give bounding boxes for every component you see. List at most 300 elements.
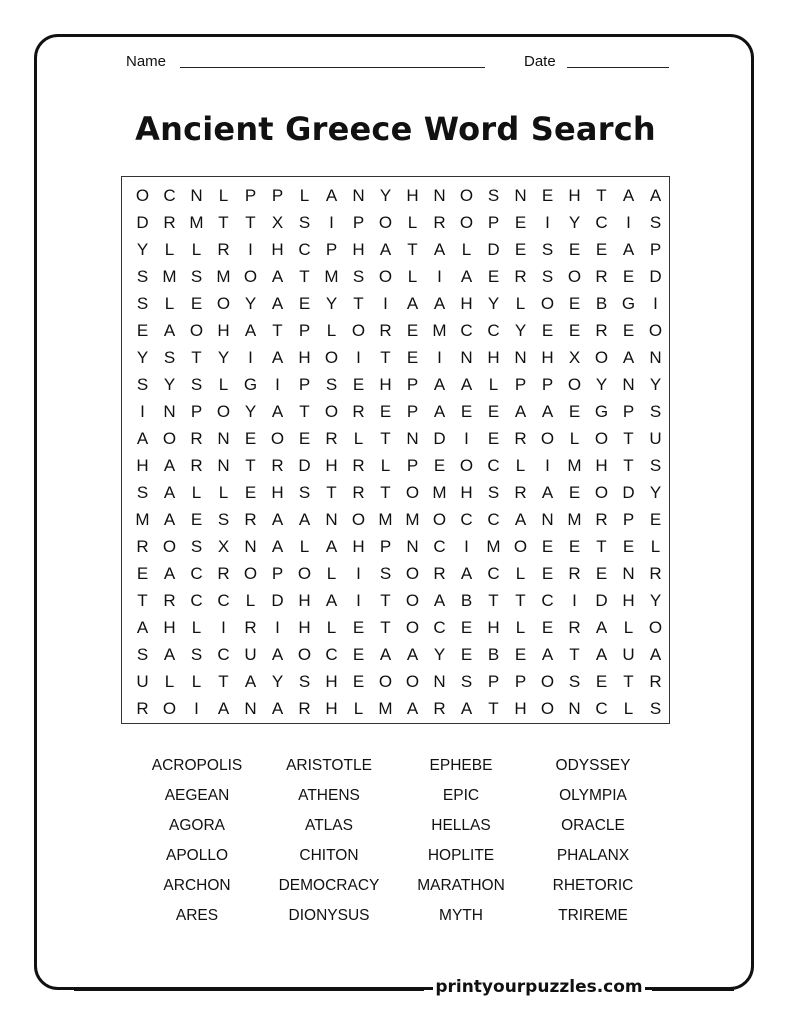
grid-letter: S	[190, 375, 203, 394]
grid-letter: H	[460, 483, 473, 502]
grid-letter: I	[545, 456, 550, 475]
grid-letter: E	[541, 321, 554, 340]
grid-letter: D	[622, 483, 635, 502]
grid-letter: L	[191, 672, 202, 691]
grid-letter: S	[136, 294, 149, 313]
grid-letter: I	[221, 618, 226, 637]
grid-letter: E	[568, 483, 581, 502]
word-list-item: MARATHON	[417, 877, 505, 894]
grid-letter: A	[514, 402, 527, 421]
grid-letter: E	[406, 348, 419, 367]
grid-letter: G	[594, 402, 609, 421]
grid-letter: E	[595, 564, 608, 583]
grid-letter: P	[352, 213, 365, 232]
grid-letter: Y	[649, 375, 662, 394]
grid-letter: M	[486, 537, 501, 556]
grid-letter: O	[378, 213, 393, 232]
grid-letter: R	[217, 564, 230, 583]
grid-letter: T	[245, 213, 256, 232]
word-list-item: DEMOCRACY	[278, 877, 380, 894]
grid-letter: A	[136, 618, 149, 637]
grid-letter: S	[568, 672, 581, 691]
grid-letter: R	[352, 483, 365, 502]
grid-letter: O	[378, 267, 393, 286]
grid-letter: T	[272, 321, 283, 340]
grid-letter: Y	[649, 591, 662, 610]
grid-letter: N	[541, 510, 554, 529]
grid-letter: L	[569, 429, 580, 448]
grid-letter: I	[356, 348, 361, 367]
grid-letter: L	[488, 375, 499, 394]
grid-letter: D	[487, 240, 500, 259]
grid-letter: H	[568, 186, 581, 205]
grid-letter: O	[594, 483, 609, 502]
grid-letter: O	[405, 591, 420, 610]
word-list-item: ARES	[175, 907, 219, 924]
word-list-item: ATHENS	[298, 787, 360, 804]
grid-letter: T	[191, 348, 202, 367]
grid-letter: I	[437, 348, 442, 367]
grid-letter: S	[217, 510, 230, 529]
grid-letter: S	[649, 699, 662, 718]
grid-letter: S	[487, 186, 500, 205]
word-list-item: ATLAS	[305, 817, 353, 834]
grid-letter: T	[299, 267, 310, 286]
grid-letter: E	[595, 240, 608, 259]
grid-letter: R	[244, 510, 257, 529]
grid-letter: D	[298, 456, 311, 475]
word-list-item: AGORA	[169, 817, 225, 834]
grid-letter: L	[650, 537, 661, 556]
grid-letter: A	[433, 375, 446, 394]
grid-letter: Y	[568, 213, 581, 232]
grid-letter: Y	[487, 294, 500, 313]
grid-letter: N	[514, 348, 527, 367]
grid-letter: L	[353, 699, 364, 718]
grid-letter: L	[191, 618, 202, 637]
grid-letter: T	[218, 672, 229, 691]
name-field[interactable]	[180, 67, 485, 68]
grid-letter: Y	[244, 294, 257, 313]
grid-letter: A	[622, 348, 635, 367]
grid-letter: R	[190, 456, 203, 475]
grid-letter: E	[541, 618, 554, 637]
grid-letter: T	[407, 240, 418, 259]
grid-letter: I	[248, 348, 253, 367]
grid-letter: A	[163, 564, 176, 583]
grid-letter: A	[622, 240, 635, 259]
grid-letter: O	[405, 483, 420, 502]
grid-letter: E	[622, 267, 635, 286]
grid-letter: E	[244, 429, 257, 448]
grid-letter: H	[487, 348, 500, 367]
grid-letter: I	[626, 213, 631, 232]
grid-letter: O	[567, 375, 582, 394]
grid-letter: A	[649, 186, 662, 205]
grid-letter: O	[540, 672, 555, 691]
grid-letter: O	[189, 321, 204, 340]
grid-letter: H	[298, 618, 311, 637]
grid-letter: I	[329, 213, 334, 232]
grid-letter: S	[487, 483, 500, 502]
grid-letter: O	[324, 402, 339, 421]
grid-letter: H	[487, 618, 500, 637]
grid-letter: S	[352, 267, 365, 286]
grid-letter: R	[379, 321, 392, 340]
grid-letter: C	[190, 591, 203, 610]
grid-letter: E	[460, 402, 473, 421]
grid-letter: L	[515, 456, 526, 475]
grid-letter: A	[163, 456, 176, 475]
grid-letter: C	[487, 564, 500, 583]
grid-letter: R	[136, 699, 149, 718]
grid-letter: U	[622, 645, 635, 664]
grid-letter: N	[406, 429, 419, 448]
grid-letter: N	[460, 348, 473, 367]
grid-letter: A	[433, 294, 446, 313]
grid-letter: A	[406, 294, 419, 313]
grid-letter: Y	[433, 645, 446, 664]
grid-letter: S	[136, 483, 149, 502]
grid-letter: G	[621, 294, 636, 313]
grid-letter: I	[653, 294, 658, 313]
grid-letter: Y	[136, 348, 149, 367]
grid-letter: P	[622, 402, 635, 421]
word-list-item: ARISTOTLE	[286, 757, 372, 774]
grid-letter: E	[568, 402, 581, 421]
grid-letter: S	[190, 645, 203, 664]
grid-letter: I	[464, 429, 469, 448]
grid-letter: S	[325, 375, 338, 394]
grid-letter: X	[217, 537, 230, 556]
grid-letter: O	[162, 537, 177, 556]
grid-letter: R	[325, 429, 338, 448]
grid-letter: M	[567, 456, 582, 475]
grid-letter: P	[298, 321, 311, 340]
grid-letter: P	[487, 213, 500, 232]
date-field[interactable]	[567, 67, 669, 68]
grid-letter: N	[352, 186, 365, 205]
grid-letter: L	[191, 240, 202, 259]
grid-letter: A	[541, 645, 554, 664]
grid-letter: R	[595, 510, 608, 529]
grid-letter: O	[540, 429, 555, 448]
grid-letter: L	[380, 456, 391, 475]
grid-letter: E	[352, 375, 365, 394]
grid-letter: L	[164, 294, 175, 313]
grid-letter: E	[514, 645, 527, 664]
grid-letter: O	[405, 618, 420, 637]
grid-letter: M	[432, 483, 447, 502]
grid-letter: I	[545, 213, 550, 232]
grid-letter: D	[136, 213, 149, 232]
grid-letter: O	[648, 618, 663, 637]
grid-letter: A	[433, 402, 446, 421]
grid-letter: S	[136, 645, 149, 664]
grid-letter: D	[649, 267, 662, 286]
grid-letter: Y	[379, 186, 392, 205]
grid-letter: H	[325, 672, 338, 691]
grid-letter: B	[487, 645, 500, 664]
grid-letter: M	[405, 510, 420, 529]
grid-letter: O	[405, 564, 420, 583]
grid-letter: I	[383, 294, 388, 313]
letter-grid	[121, 176, 670, 724]
grid-letter: N	[244, 699, 257, 718]
grid-letter: R	[271, 456, 284, 475]
grid-letter: A	[595, 618, 608, 637]
grid-letter: A	[271, 537, 284, 556]
grid-letter: T	[515, 591, 526, 610]
grid-letter: M	[378, 699, 393, 718]
grid-letter: N	[433, 672, 446, 691]
grid-letter: H	[352, 240, 365, 259]
grid-letter: E	[568, 294, 581, 313]
grid-letter: I	[194, 699, 199, 718]
grid-letter: A	[379, 240, 392, 259]
grid-letter: Y	[514, 321, 527, 340]
grid-letter: E	[190, 294, 203, 313]
grid-letter: R	[433, 213, 446, 232]
grid-letter: C	[595, 213, 608, 232]
grid-letter: A	[217, 699, 230, 718]
grid-letter: A	[271, 348, 284, 367]
grid-letter: N	[622, 564, 635, 583]
grid-letter: A	[136, 429, 149, 448]
grid-letter: A	[541, 402, 554, 421]
grid-letter: M	[432, 321, 447, 340]
grid-letter: L	[299, 537, 310, 556]
grid-letter: C	[433, 618, 446, 637]
date-label: Date	[524, 53, 556, 70]
grid-letter: I	[248, 240, 253, 259]
grid-letter: U	[649, 429, 662, 448]
grid-letter: E	[514, 213, 527, 232]
grid-letter: H	[325, 699, 338, 718]
grid-letter: C	[460, 510, 473, 529]
grid-letter: H	[541, 348, 554, 367]
grid-letter: E	[460, 618, 473, 637]
grid-letter: O	[297, 645, 312, 664]
grid-letter: X	[568, 348, 581, 367]
grid-letter: D	[271, 591, 284, 610]
grid-letter: R	[568, 618, 581, 637]
grid-letter: L	[353, 429, 364, 448]
grid-letter: R	[163, 213, 176, 232]
grid-letter: R	[649, 564, 662, 583]
grid-letter: E	[514, 240, 527, 259]
grid-letter: A	[433, 591, 446, 610]
grid-letter: Y	[163, 375, 176, 394]
grid-letter: N	[622, 375, 635, 394]
grid-letter: L	[326, 618, 337, 637]
grid-letter: R	[136, 537, 149, 556]
grid-letter: R	[298, 699, 311, 718]
grid-letter: A	[433, 240, 446, 259]
grid-letter: C	[217, 591, 230, 610]
grid-letter: T	[380, 429, 391, 448]
grid-letter: A	[271, 645, 284, 664]
grid-letter: P	[325, 240, 338, 259]
grid-letter: H	[298, 591, 311, 610]
grid-letter: P	[406, 456, 419, 475]
grid-letter: H	[136, 456, 149, 475]
grid-letter: A	[325, 537, 338, 556]
grid-letter: S	[136, 375, 149, 394]
grid-letter: H	[514, 699, 527, 718]
grid-letter: E	[136, 321, 149, 340]
grid-letter: T	[380, 348, 391, 367]
grid-letter: D	[433, 429, 446, 448]
grid-letter: I	[275, 375, 280, 394]
grid-letter: T	[380, 483, 391, 502]
grid-letter: C	[487, 456, 500, 475]
grid-letter: M	[378, 510, 393, 529]
grid-letter: O	[135, 186, 150, 205]
grid-letter: A	[163, 321, 176, 340]
grid-letter: O	[216, 294, 231, 313]
grid-letter: Y	[136, 240, 149, 259]
grid-letter: S	[298, 213, 311, 232]
grid-letter: A	[541, 483, 554, 502]
grid-letter: R	[433, 564, 446, 583]
grid-letter: H	[595, 456, 608, 475]
grid-letter: O	[405, 672, 420, 691]
word-list-item: CHITON	[299, 847, 359, 864]
grid-letter: E	[352, 645, 365, 664]
grid-letter: R	[352, 402, 365, 421]
grid-letter: T	[245, 456, 256, 475]
grid-letter: A	[163, 645, 176, 664]
grid-letter: B	[595, 294, 608, 313]
grid-letter: R	[217, 240, 230, 259]
grid-letter: S	[541, 240, 554, 259]
grid-letter: C	[460, 321, 473, 340]
grid-letter: E	[352, 618, 365, 637]
site-footer: printyourpuzzles.com	[433, 977, 645, 997]
grid-letter: Y	[325, 294, 338, 313]
grid-letter: O	[459, 186, 474, 205]
grid-letter: A	[406, 645, 419, 664]
grid-letter: T	[380, 591, 391, 610]
grid-letter: C	[190, 564, 203, 583]
word-list-item: ARCHON	[163, 877, 231, 894]
grid-letter: S	[163, 348, 176, 367]
grid-letter: S	[649, 456, 662, 475]
grid-letter: T	[380, 618, 391, 637]
grid-letter: E	[487, 429, 500, 448]
grid-letter: E	[487, 267, 500, 286]
grid-letter: A	[649, 645, 662, 664]
grid-letter: P	[622, 510, 635, 529]
grid-letter: E	[136, 564, 149, 583]
grid-letter: A	[622, 186, 635, 205]
grid-letter: L	[623, 618, 634, 637]
grid-letter: E	[487, 402, 500, 421]
grid-letter: E	[379, 402, 392, 421]
grid-letter: E	[568, 537, 581, 556]
word-list-item: APOLLO	[165, 847, 229, 864]
grid-letter: R	[244, 618, 257, 637]
grid-letter: E	[541, 564, 554, 583]
grid-letter: E	[460, 645, 473, 664]
word-list-item: AEGEAN	[164, 787, 230, 804]
grid-letter: P	[244, 186, 257, 205]
grid-letter: U	[136, 672, 149, 691]
grid-letter: I	[356, 564, 361, 583]
grid-letter: O	[594, 348, 609, 367]
grid-letter: R	[595, 321, 608, 340]
name-label: Name	[126, 53, 167, 70]
grid-letter: P	[487, 672, 500, 691]
grid-letter: E	[568, 240, 581, 259]
grid-letter: L	[164, 240, 175, 259]
grid-letter: O	[540, 294, 555, 313]
grid-letter: U	[244, 645, 257, 664]
grid-letter: A	[271, 510, 284, 529]
grid-letter: T	[299, 402, 310, 421]
grid-letter: L	[623, 699, 634, 718]
grid-letter: S	[649, 402, 662, 421]
grid-letter: O	[243, 564, 258, 583]
grid-letter: O	[243, 267, 258, 286]
grid-letter: C	[298, 240, 311, 259]
grid-letter: M	[216, 267, 231, 286]
grid-letter: H	[406, 186, 419, 205]
grid-letter: P	[298, 375, 311, 394]
grid-letter: A	[460, 699, 473, 718]
grid-letter: I	[464, 537, 469, 556]
grid-letter: O	[432, 510, 447, 529]
grid-letter: L	[326, 321, 337, 340]
grid-letter: M	[162, 267, 177, 286]
grid-letter: A	[271, 294, 284, 313]
grid-letter: T	[596, 537, 607, 556]
grid-letter: P	[379, 537, 392, 556]
grid-letter: H	[217, 321, 230, 340]
grid-letter: S	[460, 672, 473, 691]
grid-letter: H	[622, 591, 635, 610]
grid-letter: L	[218, 375, 229, 394]
grid-letter: P	[406, 375, 419, 394]
grid-letter: P	[190, 402, 203, 421]
grid-letter: M	[324, 267, 339, 286]
grid-letter: A	[298, 510, 311, 529]
grid-letter: A	[514, 510, 527, 529]
grid-letter: T	[218, 213, 229, 232]
grid-letter: E	[568, 321, 581, 340]
grid-letter: N	[217, 456, 230, 475]
grid-letter: O	[513, 537, 528, 556]
word-list-item: MYTH	[439, 907, 483, 924]
grid-letter: T	[623, 429, 634, 448]
grid-letter: H	[379, 375, 392, 394]
grid-letter: T	[488, 699, 499, 718]
grid-letter: S	[136, 267, 149, 286]
grid-letter: O	[162, 429, 177, 448]
word-list-item: TRIREME	[558, 907, 628, 924]
grid-letter: S	[190, 537, 203, 556]
grid-letter: O	[378, 672, 393, 691]
grid-letter: E	[298, 429, 311, 448]
grid-letter: S	[190, 267, 203, 286]
grid-letter: O	[297, 564, 312, 583]
grid-letter: H	[298, 348, 311, 367]
grid-letter: R	[433, 699, 446, 718]
footer-line-right	[652, 989, 734, 991]
grid-letter: R	[514, 429, 527, 448]
grid-letter: T	[326, 483, 337, 502]
